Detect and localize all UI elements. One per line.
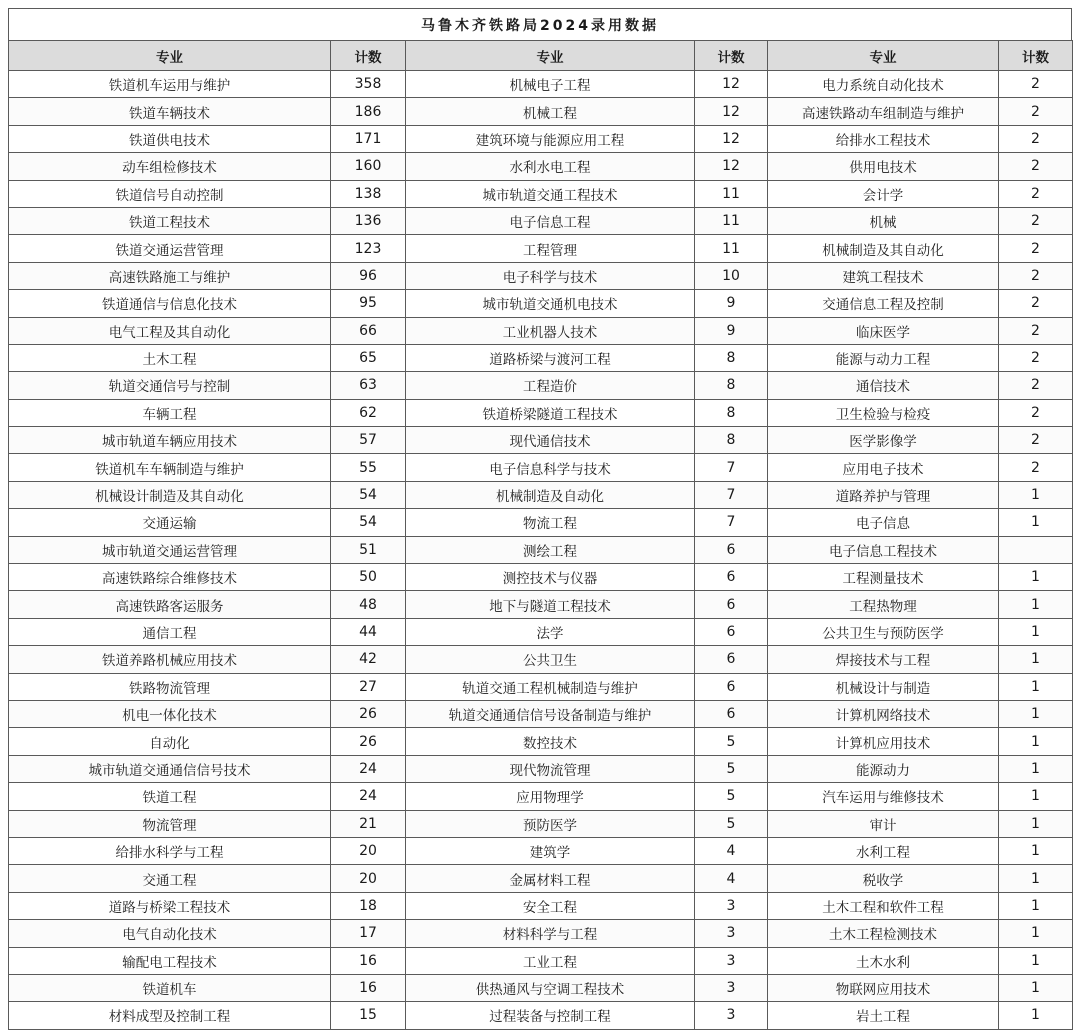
major-cell: 铁道工程技术 xyxy=(9,207,331,234)
count-cell: 20 xyxy=(331,865,406,892)
count-cell: 55 xyxy=(331,454,406,481)
table-row xyxy=(9,728,1073,755)
count-cell: 9 xyxy=(695,317,768,344)
count-cell: 1 xyxy=(999,865,1073,892)
table-row xyxy=(9,344,1073,371)
table-row xyxy=(9,125,1073,152)
count-cell: 8 xyxy=(695,372,768,399)
table-row xyxy=(9,700,1073,727)
count-cell: 1 xyxy=(999,646,1073,673)
header-major-2: 专业 xyxy=(406,41,695,71)
major-cell: 测绘工程 xyxy=(406,536,695,563)
major-cell: 高速铁路客运服务 xyxy=(9,591,331,618)
major-cell: 道路养护与管理 xyxy=(768,481,999,508)
count-cell: 1 xyxy=(999,728,1073,755)
count-cell: 6 xyxy=(695,646,768,673)
count-cell: 2 xyxy=(999,344,1073,371)
major-cell: 材料科学与工程 xyxy=(406,920,695,947)
count-cell: 1 xyxy=(999,618,1073,645)
count-cell: 5 xyxy=(695,728,768,755)
major-cell: 给排水工程技术 xyxy=(768,125,999,152)
major-cell: 公共卫生 xyxy=(406,646,695,673)
data-table xyxy=(8,40,1073,1030)
count-cell: 5 xyxy=(695,783,768,810)
major-cell: 车辆工程 xyxy=(9,399,331,426)
major-cell: 过程装备与控制工程 xyxy=(406,1002,695,1029)
table-row xyxy=(9,71,1073,98)
major-cell: 现代通信技术 xyxy=(406,427,695,454)
count-cell: 1 xyxy=(999,481,1073,508)
count-cell: 12 xyxy=(695,98,768,125)
count-cell: 2 xyxy=(999,317,1073,344)
count-cell: 1 xyxy=(999,509,1073,536)
header-major-1: 专业 xyxy=(9,41,331,71)
table-row xyxy=(9,646,1073,673)
major-cell: 电子信息科学与技术 xyxy=(406,454,695,481)
count-cell: 96 xyxy=(331,262,406,289)
major-cell: 土木工程和软件工程 xyxy=(768,892,999,919)
count-cell: 1 xyxy=(999,947,1073,974)
count-cell: 27 xyxy=(331,673,406,700)
major-cell: 机电一体化技术 xyxy=(9,700,331,727)
header-row xyxy=(9,41,1073,71)
major-cell: 应用电子技术 xyxy=(768,454,999,481)
count-cell: 3 xyxy=(695,947,768,974)
count-cell: 3 xyxy=(695,1002,768,1029)
major-cell: 城市轨道车辆应用技术 xyxy=(9,427,331,454)
count-cell: 171 xyxy=(331,125,406,152)
header-major-3: 专业 xyxy=(768,41,999,71)
count-cell: 2 xyxy=(999,427,1073,454)
major-cell: 铁道机车 xyxy=(9,974,331,1001)
table-row xyxy=(9,591,1073,618)
table-row xyxy=(9,865,1073,892)
header-count-3: 计数 xyxy=(999,41,1073,71)
count-cell: 3 xyxy=(695,920,768,947)
count-cell: 8 xyxy=(695,344,768,371)
table-row xyxy=(9,427,1073,454)
count-cell: 2 xyxy=(999,290,1073,317)
count-cell: 7 xyxy=(695,454,768,481)
major-cell: 法学 xyxy=(406,618,695,645)
count-cell: 2 xyxy=(999,262,1073,289)
count-cell: 11 xyxy=(695,180,768,207)
major-cell: 机械 xyxy=(768,207,999,234)
count-cell: 1 xyxy=(999,837,1073,864)
count-cell: 5 xyxy=(695,755,768,782)
major-cell: 机械设计制造及其自动化 xyxy=(9,481,331,508)
count-cell: 26 xyxy=(331,728,406,755)
count-cell: 95 xyxy=(331,290,406,317)
count-cell: 12 xyxy=(695,153,768,180)
major-cell: 机械设计与制造 xyxy=(768,673,999,700)
major-cell: 电子信息 xyxy=(768,509,999,536)
count-cell: 1 xyxy=(999,564,1073,591)
major-cell: 测控技术与仪器 xyxy=(406,564,695,591)
major-cell: 轨道交通工程机械制造与维护 xyxy=(406,673,695,700)
major-cell: 建筑环境与能源应用工程 xyxy=(406,125,695,152)
major-cell: 工业工程 xyxy=(406,947,695,974)
table-row xyxy=(9,673,1073,700)
count-cell: 186 xyxy=(331,98,406,125)
table-body xyxy=(9,71,1073,1030)
count-cell: 2 xyxy=(999,207,1073,234)
major-cell: 交通信息工程及控制 xyxy=(768,290,999,317)
major-cell: 电子科学与技术 xyxy=(406,262,695,289)
major-cell: 医学影像学 xyxy=(768,427,999,454)
count-cell: 2 xyxy=(999,71,1073,98)
major-cell: 物流管理 xyxy=(9,810,331,837)
major-cell: 道路桥梁与渡河工程 xyxy=(406,344,695,371)
count-cell: 6 xyxy=(695,564,768,591)
major-cell: 地下与隧道工程技术 xyxy=(406,591,695,618)
count-cell: 63 xyxy=(331,372,406,399)
major-cell: 电子信息工程技术 xyxy=(768,536,999,563)
major-cell: 工程管理 xyxy=(406,235,695,262)
table-row xyxy=(9,481,1073,508)
major-cell: 高速铁路动车组制造与维护 xyxy=(768,98,999,125)
major-cell: 铁道养路机械应用技术 xyxy=(9,646,331,673)
count-cell: 12 xyxy=(695,125,768,152)
count-cell: 16 xyxy=(331,974,406,1001)
table-row xyxy=(9,180,1073,207)
major-cell: 计算机网络技术 xyxy=(768,700,999,727)
major-cell: 机械制造及自动化 xyxy=(406,481,695,508)
major-cell: 公共卫生与预防医学 xyxy=(768,618,999,645)
major-cell: 能源动力 xyxy=(768,755,999,782)
table-row xyxy=(9,837,1073,864)
major-cell: 金属材料工程 xyxy=(406,865,695,892)
count-cell: 6 xyxy=(695,700,768,727)
major-cell: 建筑工程技术 xyxy=(768,262,999,289)
major-cell: 工程造价 xyxy=(406,372,695,399)
count-cell: 16 xyxy=(331,947,406,974)
count-cell: 11 xyxy=(695,207,768,234)
count-cell: 3 xyxy=(695,892,768,919)
count-cell: 7 xyxy=(695,481,768,508)
major-cell: 土木水利 xyxy=(768,947,999,974)
count-cell: 2 xyxy=(999,125,1073,152)
count-cell: 44 xyxy=(331,618,406,645)
major-cell: 铁道交通运营管理 xyxy=(9,235,331,262)
major-cell: 汽车运用与维修技术 xyxy=(768,783,999,810)
count-cell: 1 xyxy=(999,591,1073,618)
count-cell: 6 xyxy=(695,536,768,563)
major-cell: 交通工程 xyxy=(9,865,331,892)
count-cell: 10 xyxy=(695,262,768,289)
count-cell: 2 xyxy=(999,98,1073,125)
major-cell: 供热通风与空调工程技术 xyxy=(406,974,695,1001)
table-row xyxy=(9,618,1073,645)
major-cell: 岩土工程 xyxy=(768,1002,999,1029)
table-row xyxy=(9,454,1073,481)
major-cell: 自动化 xyxy=(9,728,331,755)
table-row xyxy=(9,920,1073,947)
count-cell: 160 xyxy=(331,153,406,180)
major-cell: 安全工程 xyxy=(406,892,695,919)
table-row xyxy=(9,810,1073,837)
count-cell: 54 xyxy=(331,481,406,508)
major-cell: 工程测量技术 xyxy=(768,564,999,591)
count-cell: 123 xyxy=(331,235,406,262)
major-cell: 应用物理学 xyxy=(406,783,695,810)
count-cell: 12 xyxy=(695,71,768,98)
major-cell: 城市轨道交通运营管理 xyxy=(9,536,331,563)
table-row xyxy=(9,509,1073,536)
major-cell: 铁道信号自动控制 xyxy=(9,180,331,207)
count-cell: 5 xyxy=(695,810,768,837)
count-cell: 8 xyxy=(695,399,768,426)
header-count-1: 计数 xyxy=(331,41,406,71)
major-cell: 土木工程检测技术 xyxy=(768,920,999,947)
major-cell: 机械电子工程 xyxy=(406,71,695,98)
table-row xyxy=(9,947,1073,974)
count-cell: 18 xyxy=(331,892,406,919)
major-cell: 铁道车辆技术 xyxy=(9,98,331,125)
count-cell: 1 xyxy=(999,755,1073,782)
major-cell: 高速铁路综合维修技术 xyxy=(9,564,331,591)
count-cell: 1 xyxy=(999,974,1073,1001)
table-row xyxy=(9,399,1073,426)
count-cell: 1 xyxy=(999,1002,1073,1029)
table-row xyxy=(9,974,1073,1001)
major-cell: 电气自动化技术 xyxy=(9,920,331,947)
count-cell: 358 xyxy=(331,71,406,98)
count-cell: 1 xyxy=(999,673,1073,700)
table-row xyxy=(9,290,1073,317)
count-cell: 21 xyxy=(331,810,406,837)
table-row xyxy=(9,98,1073,125)
major-cell: 机械工程 xyxy=(406,98,695,125)
major-cell: 税收学 xyxy=(768,865,999,892)
major-cell: 城市轨道交通工程技术 xyxy=(406,180,695,207)
count-cell: 1 xyxy=(999,783,1073,810)
major-cell: 轨道交通通信信号设备制造与维护 xyxy=(406,700,695,727)
major-cell: 铁道机车车辆制造与维护 xyxy=(9,454,331,481)
count-cell: 4 xyxy=(695,865,768,892)
major-cell: 水利工程 xyxy=(768,837,999,864)
count-cell: 2 xyxy=(999,454,1073,481)
major-cell: 供用电技术 xyxy=(768,153,999,180)
major-cell: 动车组检修技术 xyxy=(9,153,331,180)
table-row xyxy=(9,207,1073,234)
count-cell: 136 xyxy=(331,207,406,234)
major-cell: 电力系统自动化技术 xyxy=(768,71,999,98)
count-cell: 2 xyxy=(999,153,1073,180)
major-cell: 会计学 xyxy=(768,180,999,207)
sheet-title: 马鲁木齐铁路局2024录用数据 xyxy=(8,8,1072,40)
count-cell: 65 xyxy=(331,344,406,371)
table-row xyxy=(9,372,1073,399)
count-cell: 8 xyxy=(695,427,768,454)
major-cell: 轨道交通信号与控制 xyxy=(9,372,331,399)
major-cell: 交通运输 xyxy=(9,509,331,536)
major-cell: 通信技术 xyxy=(768,372,999,399)
header-count-2: 计数 xyxy=(695,41,768,71)
table-row xyxy=(9,235,1073,262)
count-cell: 2 xyxy=(999,372,1073,399)
major-cell: 能源与动力工程 xyxy=(768,344,999,371)
major-cell: 城市轨道交通机电技术 xyxy=(406,290,695,317)
major-cell: 材料成型及控制工程 xyxy=(9,1002,331,1029)
table-row xyxy=(9,892,1073,919)
count-cell: 1 xyxy=(999,920,1073,947)
major-cell: 计算机应用技术 xyxy=(768,728,999,755)
count-cell: 62 xyxy=(331,399,406,426)
major-cell: 铁道供电技术 xyxy=(9,125,331,152)
major-cell: 预防医学 xyxy=(406,810,695,837)
count-cell: 2 xyxy=(999,235,1073,262)
major-cell: 铁道机车运用与维护 xyxy=(9,71,331,98)
data-sheet xyxy=(8,8,1072,1030)
table-row xyxy=(9,564,1073,591)
count-cell: 51 xyxy=(331,536,406,563)
major-cell: 工业机器人技术 xyxy=(406,317,695,344)
major-cell: 机械制造及其自动化 xyxy=(768,235,999,262)
major-cell: 给排水科学与工程 xyxy=(9,837,331,864)
major-cell: 铁路物流管理 xyxy=(9,673,331,700)
table-row xyxy=(9,536,1073,563)
count-cell: 24 xyxy=(331,783,406,810)
major-cell: 现代物流管理 xyxy=(406,755,695,782)
count-cell: 24 xyxy=(331,755,406,782)
count-cell: 138 xyxy=(331,180,406,207)
count-cell: 1 xyxy=(999,892,1073,919)
count-cell: 2 xyxy=(999,399,1073,426)
count-cell: 50 xyxy=(331,564,406,591)
major-cell: 城市轨道交通通信信号技术 xyxy=(9,755,331,782)
count-cell: 2 xyxy=(999,180,1073,207)
count-cell: 48 xyxy=(331,591,406,618)
count-cell: 6 xyxy=(695,673,768,700)
count-cell: 42 xyxy=(331,646,406,673)
count-cell: 15 xyxy=(331,1002,406,1029)
table-row xyxy=(9,153,1073,180)
major-cell: 焊接技术与工程 xyxy=(768,646,999,673)
major-cell: 物流工程 xyxy=(406,509,695,536)
table-row xyxy=(9,755,1073,782)
count-cell: 57 xyxy=(331,427,406,454)
major-cell: 电子信息工程 xyxy=(406,207,695,234)
table-row xyxy=(9,1002,1073,1029)
major-cell: 通信工程 xyxy=(9,618,331,645)
major-cell: 输配电工程技术 xyxy=(9,947,331,974)
count-cell: 54 xyxy=(331,509,406,536)
major-cell: 临床医学 xyxy=(768,317,999,344)
major-cell: 高速铁路施工与维护 xyxy=(9,262,331,289)
major-cell: 建筑学 xyxy=(406,837,695,864)
table-row xyxy=(9,262,1073,289)
count-cell: 26 xyxy=(331,700,406,727)
count-cell: 4 xyxy=(695,837,768,864)
major-cell: 电气工程及其自动化 xyxy=(9,317,331,344)
count-cell: 6 xyxy=(695,591,768,618)
major-cell: 土木工程 xyxy=(9,344,331,371)
count-cell: 9 xyxy=(695,290,768,317)
major-cell: 铁道桥梁隧道工程技术 xyxy=(406,399,695,426)
table-row xyxy=(9,317,1073,344)
count-cell: 20 xyxy=(331,837,406,864)
count-cell: 1 xyxy=(999,700,1073,727)
major-cell: 工程热物理 xyxy=(768,591,999,618)
major-cell: 铁道通信与信息化技术 xyxy=(9,290,331,317)
major-cell: 道路与桥梁工程技术 xyxy=(9,892,331,919)
major-cell: 水利水电工程 xyxy=(406,153,695,180)
count-cell: 7 xyxy=(695,509,768,536)
major-cell: 审计 xyxy=(768,810,999,837)
count-cell: 6 xyxy=(695,618,768,645)
major-cell: 物联网应用技术 xyxy=(768,974,999,1001)
major-cell: 数控技术 xyxy=(406,728,695,755)
table-row xyxy=(9,783,1073,810)
major-cell: 铁道工程 xyxy=(9,783,331,810)
count-cell xyxy=(999,536,1073,563)
count-cell: 66 xyxy=(331,317,406,344)
count-cell: 11 xyxy=(695,235,768,262)
count-cell: 1 xyxy=(999,810,1073,837)
major-cell: 卫生检验与检疫 xyxy=(768,399,999,426)
count-cell: 3 xyxy=(695,974,768,1001)
count-cell: 17 xyxy=(331,920,406,947)
